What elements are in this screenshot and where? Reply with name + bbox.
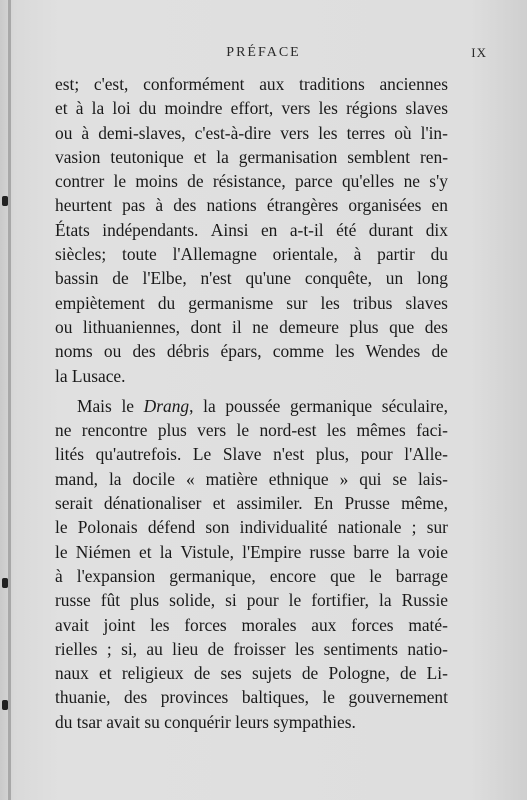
text-line: ou lithuaniennes, dont il ne demeure plus que des [55, 316, 448, 337]
text-line: rielles ; si, au lieu de froisser les sentiments natio- [55, 638, 448, 659]
text-line: est; c'est, conformément aux traditions anciennes [55, 74, 448, 94]
text-line: mand, la docile « matière ethnique » qui se lais- [55, 468, 448, 489]
text-line: le Polonais défend son individualité nationale ; sur [55, 517, 448, 538]
body-text [55, 72, 448, 734]
text-line: États indépendants. Ainsi en a-t-il été durant dix [55, 219, 448, 240]
text-line: naux et religieux de ses sujets de Pologne, de Li- [55, 663, 448, 684]
text-line: Mais le Drang, la poussée germanique séculaire, [77, 395, 448, 416]
running-header-title: PRÉFACE [226, 45, 301, 60]
edge-mark [2, 700, 8, 710]
text-line: le Niémen et la Vistule, l'Empire russe barre la voie [55, 541, 448, 562]
text-line: lités qu'autrefois. Le Slave n'est plus, pour l'Alle- [55, 444, 448, 465]
text-line: contrer le moins de résistance, parce qu'elles ne s'y [55, 171, 448, 192]
text-line: la Lusace. [55, 365, 126, 386]
text-line: ou à demi-slaves, c'est-à-dire vers les terres où l'in- [55, 122, 448, 143]
text-line: et à la loi du moindre effort, vers les régions slaves [55, 98, 448, 119]
text-line: heurtent pas à des nations étrangères organisées en [55, 195, 448, 216]
text-line: russe fût plus solide, si pour le fortifier, la Russie [55, 590, 448, 611]
text-line: ne rencontre plus vers le nord-est les mêmes faci- [55, 420, 448, 441]
text-line: vasion teutonique et la germanisation semblent ren- [55, 146, 448, 167]
text-line: siècles; toute l'Allemagne orientale, à partir du [55, 244, 448, 265]
text-line: bassin de l'Elbe, n'est qu'une conquête, un long [55, 268, 448, 289]
text-line: à l'expansion germanique, encore que le barrage [55, 565, 448, 586]
page-number: IX [471, 45, 487, 60]
edge-mark [2, 196, 8, 206]
page-binding-edge [8, 0, 11, 800]
text-line: empiètement du germanisme sur les tribus slaves [55, 292, 448, 313]
text-line: avait joint les forces morales aux forces maté- [55, 614, 448, 635]
text-line: serait dénationaliser et assimiler. En Prusse même, [55, 493, 448, 514]
text-line: du tsar avait su conquérir leurs sympathies. [55, 711, 356, 732]
edge-mark [2, 578, 8, 588]
text-line: noms ou des débris épars, comme les Wendes de [55, 341, 448, 362]
text-line: thuanie, des provinces baltiques, le gouvernement [55, 687, 448, 708]
